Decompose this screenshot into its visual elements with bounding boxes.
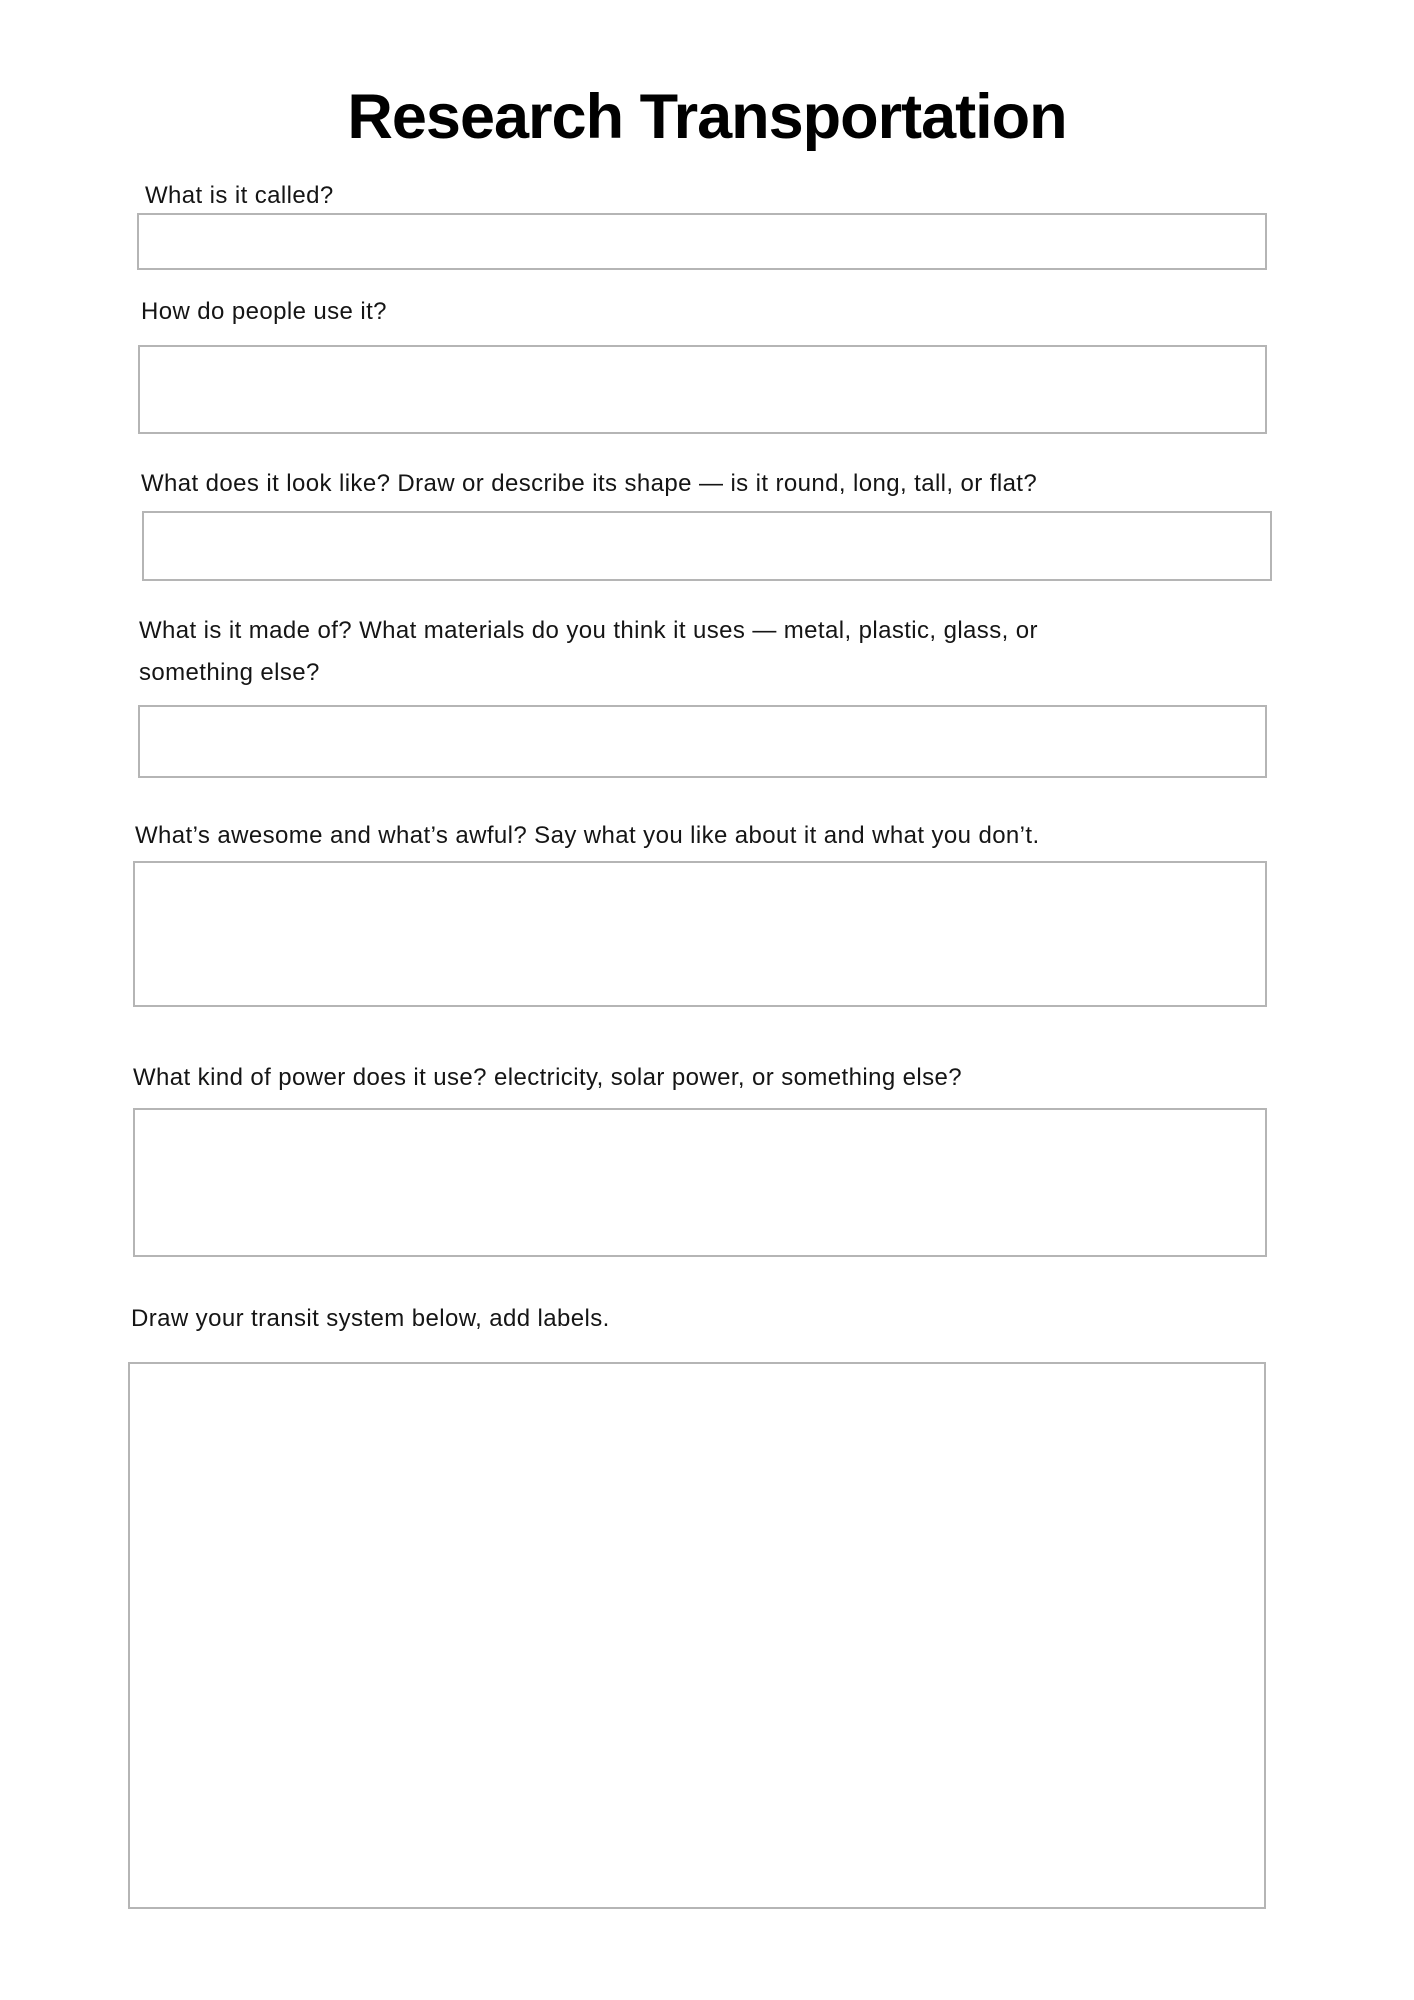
answer-input-what-is-it-made-of[interactable] <box>138 705 1267 778</box>
answer-input-what-is-it-called[interactable] <box>137 213 1267 270</box>
question-label-what-kind-of-power: What kind of power does it use? electricity, solar power, or something else? <box>133 1064 963 1091</box>
question-label-how-do-people-use-it: How do people use it? <box>141 298 387 325</box>
question-label-draw-transit-system: Draw your transit system below, add labels. <box>131 1305 610 1332</box>
page-title: Research Transportation <box>347 82 1067 153</box>
drawing-area[interactable] <box>128 1362 1266 1909</box>
answer-input-what-kind-of-power[interactable] <box>133 1108 1267 1257</box>
answer-input-what-does-it-look-like[interactable] <box>142 511 1272 581</box>
question-label-what-is-it-made-of: What is it made of? What materials do you think it uses — metal, plastic, glass, or something else? <box>139 617 1038 686</box>
answer-input-whats-awesome-whats-awful[interactable] <box>133 861 1267 1007</box>
question-label-what-is-it-called: What is it called? <box>145 182 334 209</box>
question-label-what-does-it-look-like: What does it look like? Draw or describe its shape — is it round, long, tall, or flat? <box>141 470 1038 497</box>
question-label-whats-awesome-whats-awful: What’s awesome and what’s awful? Say what you like about it and what you don’t. <box>135 822 1040 849</box>
answer-input-how-do-people-use-it[interactable] <box>138 345 1267 434</box>
